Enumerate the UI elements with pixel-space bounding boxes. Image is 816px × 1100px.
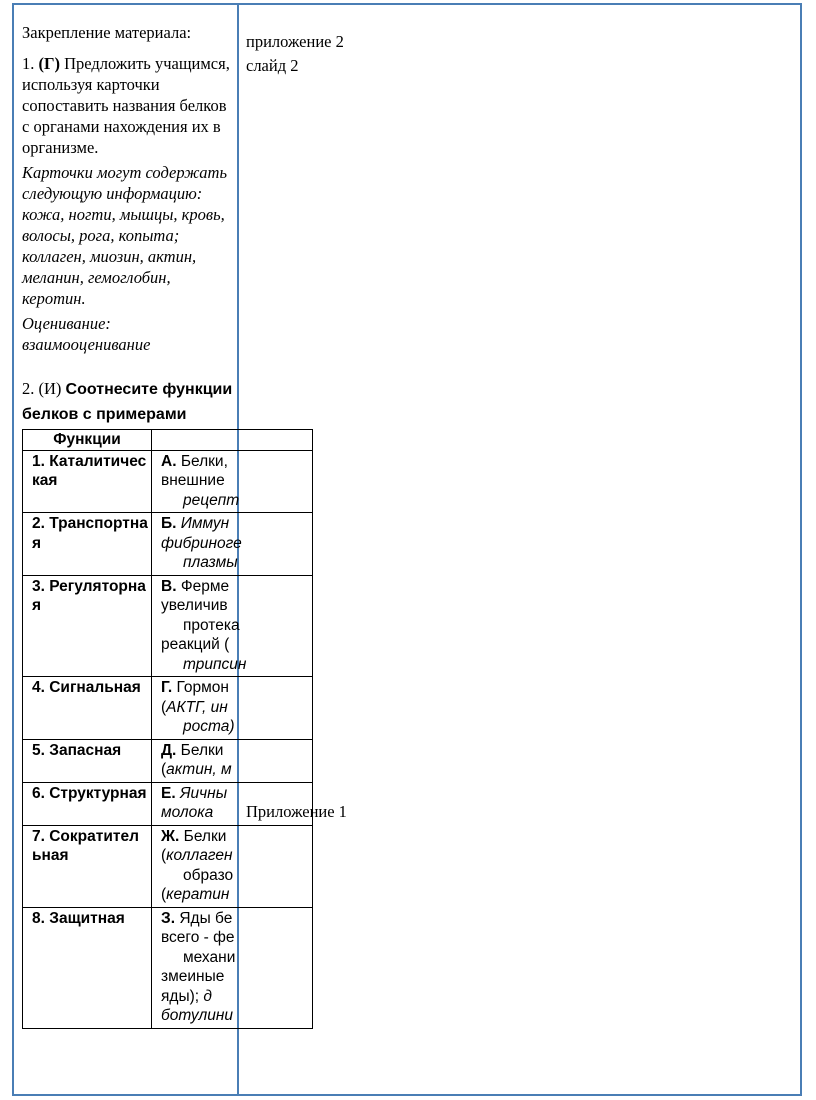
example-cell — [152, 450, 313, 513]
task2-title: Соотнесите функции белков с примерами — [22, 381, 233, 423]
example-text: Яичны — [179, 784, 228, 802]
example-text: рецепт — [183, 491, 240, 509]
table-row — [23, 513, 313, 576]
function-name: 3. Регуляторная — [23, 575, 152, 677]
example-letter: Е. — [161, 784, 176, 802]
table-row — [23, 677, 313, 740]
table-row — [23, 575, 313, 677]
function-name: 4. Сигнальная — [23, 677, 152, 740]
table-row — [23, 825, 313, 907]
example-text: фибриноге — [161, 534, 242, 552]
example-text: Гормон — [176, 679, 229, 696]
example-line — [161, 885, 309, 905]
example-text: механи — [183, 948, 236, 966]
function-name: 6. Структурная — [23, 782, 152, 825]
example-cell — [152, 907, 313, 1028]
example-text: всего - фе — [161, 929, 235, 946]
example-letter: А. — [161, 452, 177, 470]
example-italic: АКТГ, ин — [166, 698, 228, 716]
function-name: 8. Защитная — [23, 907, 152, 1028]
example-line — [161, 452, 309, 472]
example-line — [161, 741, 309, 761]
example-text: трипсин — [183, 655, 247, 673]
table-row — [23, 739, 313, 782]
functions-table — [22, 429, 313, 1029]
example-letter: Ж. — [161, 827, 180, 845]
function-name: 1. Каталитическая — [23, 450, 152, 513]
example-italic: коллаген — [166, 847, 233, 864]
task1-cards: Карточки могут содержать следующую информацию: кожа, ногти, мышцы, кровь, волосы, рога, копыта; коллаген, миозин, актин, меланин, гемоглобин, керотин. — [22, 163, 227, 308]
example-cell — [152, 739, 313, 782]
example-cell — [152, 677, 313, 740]
example-text: реакций ( — [161, 636, 230, 653]
example-line — [161, 846, 309, 866]
example-text: ботулини — [161, 1007, 233, 1024]
example-cell — [152, 825, 313, 907]
example-line — [161, 616, 309, 636]
example-cell — [152, 513, 313, 576]
appendix2-label: приложение 2 — [246, 32, 344, 51]
example-line — [161, 948, 309, 968]
example-letter: В. — [161, 577, 177, 595]
example-text: молока — [161, 804, 214, 821]
example-line — [161, 534, 309, 554]
example-line — [161, 717, 309, 737]
example-line — [161, 635, 309, 655]
example-italic: д — [203, 987, 212, 1005]
example-text: яды); д — [161, 987, 212, 1005]
example-line — [161, 596, 309, 616]
function-name: 2. Транспортная — [23, 513, 152, 576]
task1-number: 1. — [22, 54, 35, 73]
slide-label: слайд 2 — [246, 56, 299, 75]
example-line — [161, 928, 309, 948]
example-letter: Б. — [161, 515, 177, 532]
example-text: змеиные — [161, 968, 225, 985]
example-text: внешние — [161, 472, 225, 489]
example-line — [161, 553, 309, 573]
example-line — [161, 514, 309, 534]
function-name: 7. Сократительная — [23, 825, 152, 907]
example-text: Белки — [180, 741, 224, 759]
example-line — [161, 760, 309, 780]
example-text: (АКТГ, ин — [161, 698, 228, 716]
right-column — [246, 30, 786, 78]
task1-assessment: Оценивание: взаимооценивание — [22, 314, 151, 354]
example-line — [161, 866, 309, 886]
example-line — [161, 577, 309, 597]
table-header-examples — [152, 430, 313, 451]
example-line — [161, 1006, 309, 1026]
example-text: Ферме — [180, 577, 230, 595]
example-text: образо — [183, 866, 234, 884]
appendix1-label: Приложение 1 — [246, 802, 347, 821]
example-line — [161, 827, 309, 847]
example-text: увеличив — [161, 597, 228, 614]
task1-text: Предложить учащимся, используя карточки сопоставить названия белков с органами нахождения их в организме. — [22, 54, 230, 157]
table-header-functions: Функции — [23, 430, 152, 451]
example-letter: Г. — [161, 679, 173, 696]
function-name: 5. Запасная — [23, 739, 152, 782]
example-text: Белки, — [180, 452, 228, 470]
example-line — [161, 967, 309, 987]
functions-table-body — [23, 450, 313, 1028]
example-text: Иммун — [180, 515, 230, 532]
example-line — [161, 987, 309, 1007]
example-letter: З. — [161, 909, 176, 927]
example-line — [161, 491, 309, 511]
table-row — [23, 907, 313, 1028]
table-row — [23, 450, 313, 513]
example-text: протека — [183, 616, 240, 634]
task2-heading — [22, 377, 237, 427]
example-line — [161, 678, 309, 698]
task1-paragraph — [22, 53, 237, 158]
example-letter: Д. — [161, 741, 177, 759]
example-line — [161, 471, 309, 491]
example-cell — [152, 575, 313, 677]
left-column — [22, 22, 247, 1092]
example-text: (кератин — [161, 886, 230, 903]
example-text: роста) — [183, 718, 235, 735]
example-line — [161, 909, 309, 929]
example-italic: актин, м — [166, 761, 232, 778]
example-line — [161, 655, 309, 675]
task2-prefix: 2. (И) — [22, 379, 62, 398]
task1-tag: (Г) — [38, 54, 60, 73]
example-text: (актин, м — [161, 761, 232, 778]
section-heading: Закрепление материала: — [22, 23, 192, 42]
example-text: плазмы — [183, 554, 238, 571]
example-italic: кератин — [166, 886, 230, 903]
example-text: (коллаген — [161, 847, 233, 864]
example-text: Белки — [183, 827, 227, 845]
example-text: Яды бе — [179, 909, 233, 927]
example-line — [161, 698, 309, 718]
